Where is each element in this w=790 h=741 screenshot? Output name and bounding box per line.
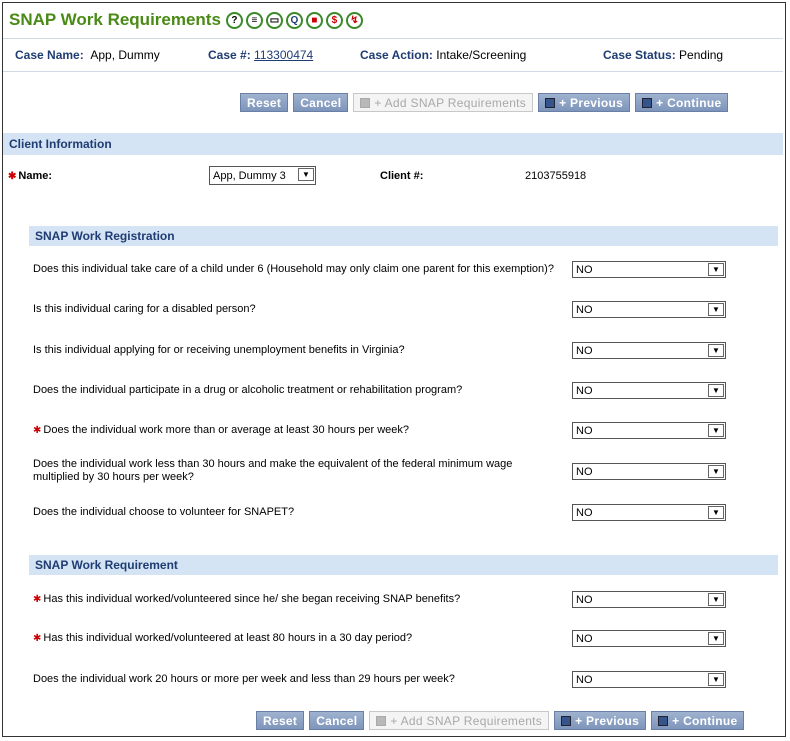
chevron-down-icon: ▼ — [708, 673, 724, 686]
add-snap-requirements-button[interactable]: + Add SNAP Requirements — [353, 93, 533, 112]
folder-icon[interactable]: ▭ — [266, 12, 283, 29]
question-20-29-hours: Does the individual work 20 hours or more per week and less than 29 hours per week? — [33, 673, 455, 685]
volunteer-snapet-select[interactable]: NO ▼ — [572, 504, 726, 521]
cancel-button[interactable]: Cancel — [293, 93, 348, 112]
page-title: SNAP Work Requirements — [9, 10, 221, 29]
case-number-link[interactable]: 113300474 — [254, 48, 314, 62]
work-30-hours-select[interactable]: NO ▼ — [572, 422, 726, 439]
save-icon — [376, 716, 386, 726]
chevron-down-icon: ▼ — [708, 263, 724, 276]
case-info-bar — [3, 38, 783, 72]
chevron-down-icon: ▼ — [708, 384, 724, 397]
continue-button[interactable]: + Continue — [635, 93, 728, 112]
chevron-down-icon: ▼ — [708, 344, 724, 357]
save-icon — [545, 98, 555, 108]
chevron-down-icon: ▼ — [708, 632, 724, 645]
add-snap-requirements-button[interactable]: + Add SNAP Requirements — [369, 711, 549, 730]
case-status: Case Status: Pending — [603, 48, 724, 62]
save-icon — [658, 716, 668, 726]
client-name-label: ✱ Name: — [8, 170, 53, 182]
continue-button[interactable]: + Continue — [651, 711, 744, 730]
20-29-hours-select[interactable]: NO ▼ — [572, 671, 726, 688]
min-wage-select[interactable]: NO ▼ — [572, 463, 726, 480]
query-icon[interactable]: Q — [286, 12, 303, 29]
question-unemployment-benefits: Is this individual applying for or receiving unemployment benefits in Virginia? — [33, 344, 405, 356]
work-requirement-heading: SNAP Work Requirement — [29, 555, 778, 575]
question-80-hours: ✱ Has this individual worked/volunteered at least 80 hours in a 30 day period? — [33, 632, 413, 644]
header-icons — [226, 12, 363, 29]
chevron-down-icon: ▼ — [708, 465, 724, 478]
top-button-row — [240, 93, 728, 112]
question-child-under-6: Does this individual take care of a child under 6 (Household may only claim one parent for this exemption)? — [33, 263, 554, 275]
previous-button[interactable]: + Previous — [554, 711, 646, 730]
save-icon — [360, 98, 370, 108]
question-worked-since-snap: ✱ Has this individual worked/volunteered since he/ she began receiving SNAP benefits? — [33, 593, 461, 605]
client-number-label: Client #: — [380, 170, 424, 182]
chevron-down-icon: ▼ — [708, 303, 724, 316]
previous-button[interactable]: + Previous — [538, 93, 630, 112]
window-frame — [2, 2, 786, 737]
notes-icon[interactable]: ≡ — [246, 12, 263, 29]
work-registration-heading: SNAP Work Registration — [29, 226, 778, 246]
bottom-button-row — [256, 711, 744, 730]
child-under-6-select[interactable]: NO ▼ — [572, 261, 726, 278]
save-icon — [561, 716, 571, 726]
question-min-wage: Does the individual work less than 30 hours and make the equivalent of the federal minimum wage multiplied by 30 hours per week? — [33, 458, 513, 483]
client-number-value: 2103755918 — [525, 170, 587, 182]
case-number: Case #: 113300474 — [208, 48, 314, 62]
save-icon — [642, 98, 652, 108]
reset-button[interactable]: Reset — [256, 711, 304, 730]
question-caring-disabled: Is this individual caring for a disabled person? — [33, 303, 256, 315]
stop-icon[interactable]: ■ — [306, 12, 323, 29]
chevron-down-icon: ▼ — [708, 506, 724, 519]
80-hours-select[interactable]: NO ▼ — [572, 630, 726, 647]
treatment-program-select[interactable]: NO ▼ — [572, 382, 726, 399]
reset-button[interactable]: Reset — [240, 93, 288, 112]
client-info-heading: Client Information — [3, 133, 783, 155]
client-name-select[interactable]: App, Dummy 3 ▼ — [209, 166, 316, 185]
chevron-down-icon: ▼ — [708, 424, 724, 437]
title-bar — [3, 3, 785, 37]
question-work-30-hours: ✱ Does the individual work more than or average at least 30 hours per week? — [33, 424, 410, 436]
worked-since-snap-select[interactable]: NO ▼ — [572, 591, 726, 608]
question-volunteer-snapet: Does the individual choose to volunteer for SNAPET? — [33, 506, 295, 518]
dollar-icon[interactable]: $ — [326, 12, 343, 29]
alert-icon[interactable]: ↯ — [346, 12, 363, 29]
unemployment-benefits-select[interactable]: NO ▼ — [572, 342, 726, 359]
case-name: Case Name: App, Dummy — [15, 48, 160, 62]
help-icon[interactable]: ? — [226, 12, 243, 29]
cancel-button[interactable]: Cancel — [309, 711, 364, 730]
question-treatment-program: Does the individual participate in a drug or alcoholic treatment or rehabilitation program? — [33, 384, 463, 396]
chevron-down-icon: ▼ — [298, 168, 314, 181]
case-action: Case Action: Intake/Screening — [360, 48, 527, 62]
chevron-down-icon: ▼ — [708, 593, 724, 606]
caring-disabled-select[interactable]: NO ▼ — [572, 301, 726, 318]
